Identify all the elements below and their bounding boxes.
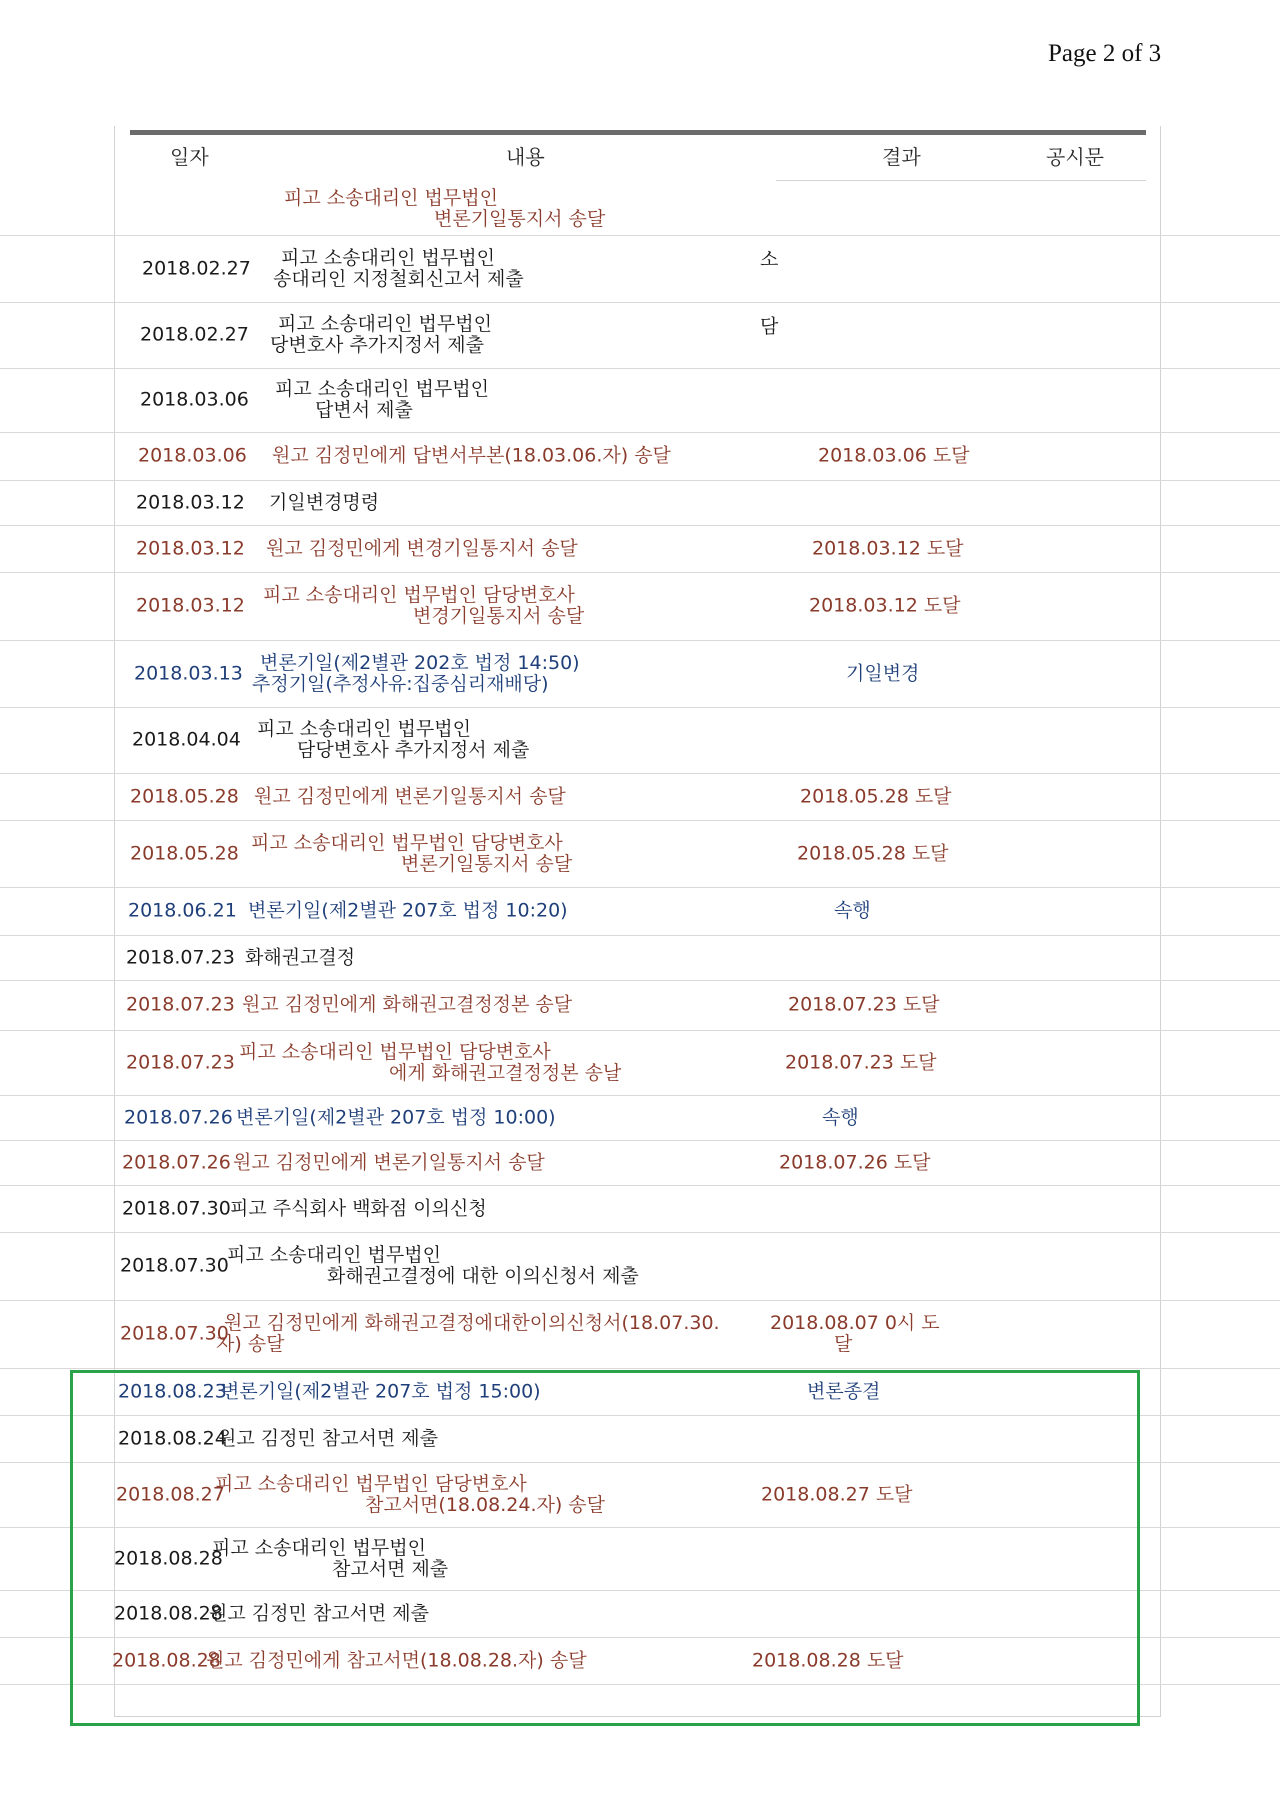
header-public: 공시문 [1046,145,1104,169]
row-content [257,719,529,761]
row-content-line1: 원고 김정민에게 답변서부본(18.03.06.자) 송달 [272,444,671,467]
row-result [809,596,961,617]
row-content-line2: 참고서면(18.08.24.자) 송달 [365,1493,605,1516]
row-content-line1: 기일변경명령 [269,491,380,513]
row-result-text: 2018.08.07 0시 도 [770,1312,940,1334]
table-row [0,1300,1280,1369]
header-content: 내용 [506,145,545,169]
table-row [0,707,1280,774]
row-date: 2018.07.30 [120,1254,229,1277]
row-result-text: 2018.03.12 도달 [812,537,964,559]
row-date: 2018.05.28 [130,842,239,864]
table-row [0,368,1280,433]
row-date: 2018.03.06 [140,388,249,411]
row-content-line1: 원고 김정민에게 참고서면(18.08.28.자) 송달 [206,1649,587,1671]
row-result-text: 2018.05.28 도달 [797,842,949,864]
row-date: 2018.07.26 [124,1106,233,1128]
table-row [0,525,1280,573]
row-content [275,379,489,421]
row-result-text: 2018.03.06 도달 [818,444,970,467]
table-row [0,640,1280,708]
row-content [273,246,524,290]
row-content-line1: 피고 소송대리인 법무법인 [278,313,492,335]
row-content-line2: 변론기일통지서 송달 [434,207,606,230]
row-content-line1: 피고 소송대리인 법무법인 [257,718,471,740]
row-result-text: 2018.08.27 도달 [761,1483,913,1505]
row-date: 2018.07.26 [122,1151,231,1173]
row-content [230,1198,487,1219]
row-result [779,1152,931,1173]
row-date: 2018.08.24 [118,1427,227,1449]
table-row [0,432,1280,481]
row-date: 2018.08.28 [114,1547,223,1569]
row-content [254,786,566,807]
table-row [0,1185,1280,1233]
row-content-line2: 자) 송달 [216,1333,285,1355]
row-result-text: 2018.07.23 도달 [785,1051,937,1073]
table-row [0,302,1280,369]
row-content-line2: 화해권고결정에 대한 이의신청서 제출 [327,1265,639,1287]
table-row [0,820,1280,888]
row-result [800,786,952,807]
row-content-line1: 피고 소송대리인 법무법인 [284,186,498,209]
row-content-line2: 변경기일통지서 송달 [413,605,585,627]
row-date: 2018.07.23 [126,993,235,1016]
row-content-line2: 송대리인 지정철회신고서 제출 [273,267,524,290]
table-row [0,773,1280,821]
row-date: 2018.03.13 [134,662,243,684]
row-content-line1: 피고 소송대리인 법무법인 담당변호사 [215,1472,527,1495]
row-date: 2018.07.30 [120,1322,229,1345]
table-row [0,980,1280,1031]
row-content-line1: 피고 소송대리인 법무법인 담당변호사 [239,1040,551,1063]
row-result-text: 변론종결 [807,1380,881,1402]
table-row [0,235,1280,303]
row-result [788,995,940,1016]
row-content-line1: 피고 주식회사 백화점 이의신청 [230,1197,487,1219]
row-content [216,1312,720,1355]
row-date: 2018.03.12 [136,537,245,559]
header-divider [776,180,1146,181]
row-content [270,313,492,356]
row-result [822,1107,859,1128]
row-result-text-2: 달 [834,1333,853,1355]
row-result-text: 기일변경 [846,662,920,684]
row-content-line2: 담당변호사 추가지정서 제출 [297,739,530,761]
row-date: 2018.06.21 [128,899,237,922]
row-content-line1: 피고 소송대리인 법무법인 [212,1536,426,1559]
row-content-line2: 참고서면 제출 [332,1557,449,1580]
row-date: 2018.05.28 [130,785,239,807]
row-content-line1: 변론기일(제2별관 207호 법정 10:20) [248,899,568,922]
row-date: 2018.02.27 [140,323,249,346]
row-content-line1: 원고 김정민에게 변경기일통지서 송달 [266,537,578,559]
table-top-rule [130,130,1146,135]
row-content-overflow: 담 [760,315,779,338]
header-date: 일자 [170,145,209,169]
table-row [0,1030,1280,1096]
highlight-box [70,1370,1140,1726]
row-result [818,446,970,467]
row-result [812,538,964,559]
row-content [233,1152,545,1173]
row-result-text: 2018.08.28 도달 [752,1649,904,1671]
row-content [251,833,572,875]
header-result: 결과 [882,145,921,169]
row-content-line2: 답변서 제출 [315,399,413,421]
row-content [284,188,605,230]
row-result-text: 속행 [834,899,871,922]
table-row [0,935,1280,981]
row-date: 2018.08.28 [112,1649,221,1671]
row-date: 2018.08.28 [114,1602,223,1624]
row-content-line2: 당변호사 추가지정서 제출 [270,334,484,356]
page-number: Page 2 of 3 [1048,40,1162,67]
row-date: 2018.02.27 [142,257,251,279]
row-content [272,446,671,467]
table-row [0,182,1280,236]
table-row [0,480,1280,526]
row-date: 2018.08.27 [116,1483,225,1505]
row-content-line1: 화해권고결정 [245,946,356,968]
row-content [245,947,355,968]
row-content-line1: 변론기일(제2별관 207호 법정 10:00) [236,1106,556,1128]
row-content-overflow: 소 [760,248,779,271]
row-content-line1: 원고 김정민 참고서면 제출 [209,1602,430,1624]
row-content [239,1042,621,1084]
row-content-line1: 변론기일(제2별관 202호 법정 14:50) [260,651,580,674]
row-result [797,843,949,864]
row-content-line1: 원고 김정민에게 변론기일통지서 송달 [233,1151,545,1173]
table-row [0,887,1280,936]
row-result-text: 2018.07.23 도달 [788,993,940,1016]
row-result-text: 2018.03.12 도달 [809,594,961,617]
table-row [0,1140,1280,1186]
row-content-line1: 원고 김정민에게 화해권고결정에대한이의신청서(18.07.30. [224,1312,720,1334]
row-content-line1: 원고 김정민에게 화해권고결정정본 송달 [242,993,573,1016]
row-content-line1: 피고 소송대리인 법무법인 [275,378,489,400]
row-content [236,1107,556,1128]
table-row [0,572,1280,641]
row-content [227,1245,639,1287]
row-result-text: 2018.05.28 도달 [800,785,952,807]
row-content [252,651,580,695]
row-date: 2018.03.12 [136,594,245,617]
row-content [248,901,568,922]
row-date: 2018.03.12 [136,491,245,513]
row-result [834,901,871,922]
row-result [846,663,919,684]
row-result [785,1052,937,1073]
table-row [0,1232,1280,1301]
row-content-line1: 원고 김정민에게 변론기일통지서 송달 [254,785,566,807]
row-content [263,585,584,627]
row-content [242,995,572,1016]
row-content-line2: 변론기일통지서 송달 [401,852,573,875]
row-date: 2018.07.23 [126,1051,235,1073]
row-content-line2: 에게 화해권고결정정본 송날 [389,1061,622,1084]
row-content [266,538,578,559]
row-content-line1: 원고 김정민 참고서면 제출 [218,1427,439,1449]
row-result-text: 2018.07.26 도달 [779,1151,931,1173]
row-result-text: 속행 [822,1106,859,1128]
row-content-line1: 피고 소송대리인 법무법인 [281,246,495,269]
row-date: 2018.03.06 [138,444,247,467]
row-content-line2: 추정기일(추정사유:집중심리재배당) [252,672,549,695]
row-date: 2018.07.30 [122,1197,231,1219]
row-content [269,492,379,513]
row-content-line1: 변론기일(제2별관 207호 법정 15:00) [221,1380,541,1402]
row-date: 2018.04.04 [132,728,241,751]
row-result [770,1313,940,1355]
row-date: 2018.08.23 [118,1380,227,1402]
table-row [0,1095,1280,1141]
row-content-line1: 피고 소송대리인 법무법인 [227,1244,441,1266]
row-date: 2018.07.23 [126,946,235,968]
row-content-line1: 피고 소송대리인 법무법인 담당변호사 [251,831,563,854]
row-content-line1: 피고 소송대리인 법무법인 담당변호사 [263,584,575,606]
